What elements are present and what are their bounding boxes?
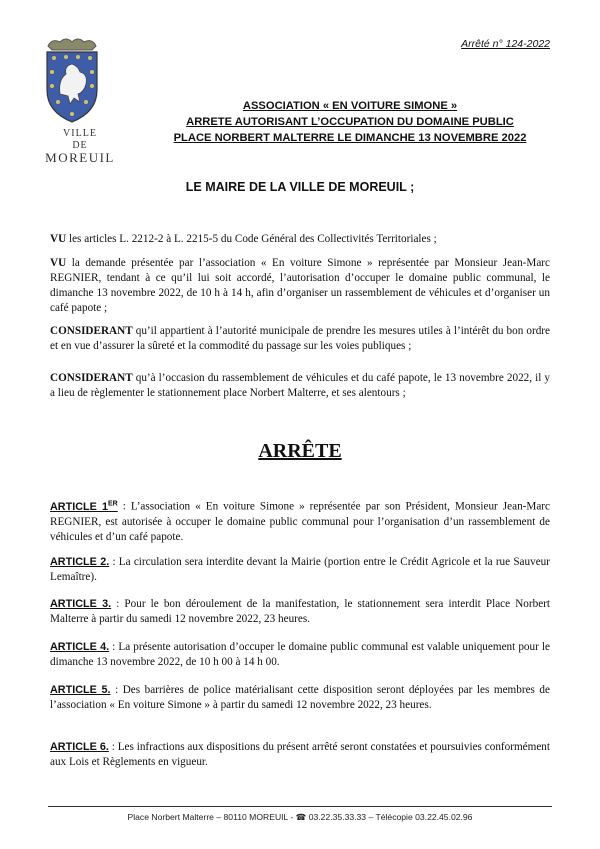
document-header [120,98,580,146]
arrete-title: ARRÊTE [258,440,342,462]
town-line-1: VILLE [63,128,97,139]
considerant-paragraph-2: CONSIDERANT qu’à l’occasion du rassemblement de véhicules et du café papote, le 13 novembre 2022, il y a lieu de règlementer le stationnement place Norbert Malterre, et ses alentours ; [50,372,550,399]
article-3: ARTICLE 3. : Pour le bon déroulement de la manifestation, le stationnement sera interdit Place Norbert Malterre à partir du samedi 12 novembre 2022, 23 heures. [50,598,551,625]
town-name [40,128,120,164]
article-2: ARTICLE 2. : La circulation sera interdite devant la Mairie (portion entre le Crédit Agricole et la rue Sauveur Lemaître). [50,556,550,583]
article-label: ARTICLE 5. [50,684,111,696]
arrete-reference: Arrêté n° 124-2022 [461,38,550,50]
article-label: ARTICLE 3. [50,598,112,610]
town-line-2: DE [72,140,88,151]
footer-divider [48,806,552,807]
article-label: ARTICLE 2. [50,556,110,568]
maire-heading: LE MAIRE DE LA VILLE DE MOREUIL ; [185,180,415,194]
article-label: ARTICLE 1ER [50,500,118,513]
header-line-2: ARRETE AUTORISANT L’OCCUPATION DU DOMAINE PUBLIC [186,116,514,128]
article-label: ARTICLE 6. [50,741,109,753]
article-6: ARTICLE 6. : Les infractions aux dispositions du présent arrêté seront constatées et poursuivies conformément aux Lois et Règlements en vigueur. [50,741,550,768]
header-line-3: PLACE NORBERT MALTERRE LE DIMANCHE 13 NOVEMBRE 2022 [173,132,527,144]
article-label: ARTICLE 4. [50,641,110,653]
town-line-3: MOREUIL [45,150,115,165]
vu-paragraph-2: VU la demande présentée par l’association « En voiture Simone » représentée par Monsieur Jean-Marc REGNIER, tendant à ce qu’il lui soit accordé, l’autorisation d’occuper le domaine public communal, le dimanche 13 novembre 2022, de 10 h à 14 h, afin d’organiser un rassemblement de véhicules et d’organiser un café papote ; [50,257,550,314]
article-1: ARTICLE 1ER : L’association « En voiture Simone » représentée par son Président, Monsieur Jean-Marc REGNIER, est autorisée à occuper le domaine public communal pour l’organisation d’un rassemblement de véhicules et d’un café papote. [50,500,551,543]
article-4: ARTICLE 4. : La présente autorisation d’occuper le domaine public communal est valable uniquement pour le dimanche 13 novembre 2022, de 10 h 00 à 14 h 00. [50,641,550,668]
footer-contact: Place Norbert Malterre – 80110 MOREUIL - ☎ 03.22.35.33.33 – Télécopie 03.22.45.02.96 [127,812,473,822]
header-line-1: ASSOCIATION « EN VOITURE SIMONE » [242,100,458,112]
article-5: ARTICLE 5. : Des barrières de police matérialisant cette disposition seront déployées par les membres de l’association « En voiture Simone » à partir du samedi 12 novembre 2022, 23 heures. [50,684,550,711]
vu-paragraph-1: VU les articles L. 2212-2 à L. 2215-5 du Code Général des Collectivités Territoriales ; [50,233,437,245]
considerant-paragraph-1: CONSIDERANT qu’il appartient à l’autorité municipale de prendre les mesures utiles à l’intérêt du bon ordre et en vue d’assurer la sûreté et la commodité du passage sur les voies publiques ; [50,325,550,352]
coat-of-arms-logo [42,36,102,126]
